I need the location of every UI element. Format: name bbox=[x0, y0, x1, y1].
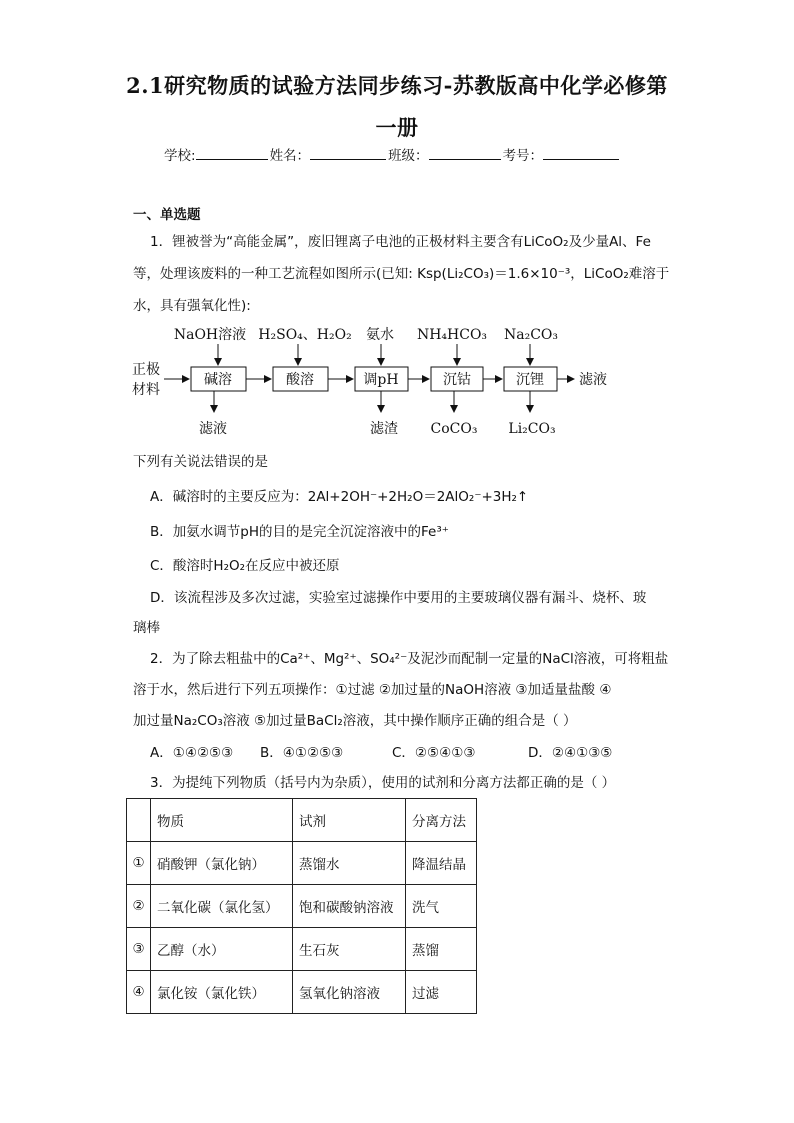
flow-output-4: Li₂CO₃ bbox=[508, 421, 556, 437]
q3-table bbox=[126, 798, 477, 1014]
q2-line2: 溶于水，然后进行下列五项操作：①过滤 ②加过量的NaOH溶液 ③加适量盐酸 ④ bbox=[133, 682, 612, 698]
table-cell: 硝酸钾（氯化钠） bbox=[151, 842, 293, 885]
name-label: 姓名： bbox=[269, 148, 311, 164]
name-blank[interactable] bbox=[310, 145, 386, 160]
flow-input-1: 正极 bbox=[132, 362, 160, 378]
flow-step-1: 碱溶 bbox=[204, 372, 232, 388]
table-cell: 降温结晶 bbox=[406, 842, 477, 885]
table-cell: ③ bbox=[127, 928, 151, 971]
flow-step-2: 酸溶 bbox=[286, 372, 314, 388]
number-blank[interactable] bbox=[543, 145, 619, 160]
table-cell: 蒸馏水 bbox=[293, 842, 406, 885]
school-blank[interactable] bbox=[196, 145, 268, 160]
table-header-cell bbox=[127, 799, 151, 842]
q1-option-d-line2: 璃棒 bbox=[133, 620, 160, 636]
flow-final: 滤液 bbox=[579, 372, 607, 388]
flow-output-2: 滤渣 bbox=[370, 421, 398, 437]
flow-reagent-1: NaOH溶液 bbox=[173, 327, 247, 343]
table-cell: 乙醇（水） bbox=[151, 928, 293, 971]
flow-step-5: 沉锂 bbox=[516, 372, 544, 388]
q2-line3: 加过量Na₂CO₃溶液 ⑤加过量BaCl₂溶液，其中操作顺序正确的组合是（ ） bbox=[133, 713, 577, 729]
table-row bbox=[127, 885, 477, 928]
student-info bbox=[164, 144, 621, 164]
table-cell: 氯化铵（氯化铁） bbox=[151, 971, 293, 1014]
table-cell: 蒸馏 bbox=[406, 928, 477, 971]
table-cell: ④ bbox=[127, 971, 151, 1014]
q2-option-a: A．①④②⑤③ bbox=[150, 745, 234, 761]
q1-option-a: A．碱溶时的主要反应为：2Al+2OH⁻+2H₂O＝2AlO₂⁻+3H₂↑ bbox=[150, 489, 529, 505]
flow-reagent-3: 氨水 bbox=[366, 327, 394, 343]
table-header-cell: 试剂 bbox=[293, 799, 406, 842]
table-cell: 过滤 bbox=[406, 971, 477, 1014]
q1-option-b: B．加氨水调节pH的目的是完全沉淀溶液中的Fe³⁺ bbox=[150, 524, 449, 540]
q2-options bbox=[150, 743, 612, 763]
class-label: 班级： bbox=[388, 148, 429, 164]
table-cell: 饱和碳酸钠溶液 bbox=[293, 885, 406, 928]
flow-input-2: 材料 bbox=[132, 382, 160, 398]
q2-line1: 2．为了除去粗盐中的Ca²⁺、Mg²⁺、SO₄²⁻及泥沙而配制一定量的NaCl溶液，可将粗盐 bbox=[150, 651, 669, 667]
table-cell: 洗气 bbox=[406, 885, 477, 928]
flow-step-3: 调pH bbox=[363, 372, 399, 388]
table-row bbox=[127, 971, 477, 1014]
table-row bbox=[127, 842, 477, 885]
page-title-line2: 一册 bbox=[375, 115, 419, 140]
section-heading: 一、单选题 bbox=[133, 207, 201, 223]
q3-stem: 3．为提纯下列物质（括号内为杂质），使用的试剂和分离方法都正确的是（ ） bbox=[150, 775, 616, 791]
q2-option-c: C．②⑤④①③ bbox=[392, 745, 476, 761]
page-title-line1: 2.1研究物质的试验方法同步练习-苏教版高中化学必修第 bbox=[126, 73, 668, 98]
flow-reagent-5: Na₂CO₃ bbox=[503, 327, 559, 343]
table-cell: 二氧化碳（氯化氢） bbox=[151, 885, 293, 928]
q2-option-d: D．②④①③⑤ bbox=[528, 745, 613, 761]
q1-line1: 1．锂被誉为“高能金属”，废旧锂离子电池的正极材料主要含有LiCoO₂及少量Al、Fe bbox=[150, 234, 651, 250]
table-cell: 氢氧化钠溶液 bbox=[293, 971, 406, 1014]
table-cell: 生石灰 bbox=[293, 928, 406, 971]
flow-output-3: CoCO₃ bbox=[430, 421, 478, 437]
table-header-row bbox=[127, 799, 477, 842]
q1-stem: 下列有关说法错误的是 bbox=[133, 454, 268, 470]
q2-option-b: B．④①②⑤③ bbox=[260, 745, 344, 761]
q1-option-d-line1: D．该流程涉及多次过滤，实验室过滤操作中要用的主要玻璃仪器有漏斗、烧杯、玻 bbox=[150, 590, 647, 606]
flow-reagent-2: H₂SO₄、H₂O₂ bbox=[258, 327, 352, 343]
q1-line2: 等，处理该废料的一种工艺流程如图所示(已知: Ksp(Li₂CO₃)＝1.6×10⁻³，LiCoO₂难溶于 bbox=[133, 266, 670, 282]
q1-option-c: C．酸溶时H₂O₂在反应中被还原 bbox=[150, 558, 340, 574]
flow-reagent-4: NH₄HCO₃ bbox=[416, 327, 488, 343]
process-flow-diagram bbox=[132, 322, 622, 442]
flow-output-1: 滤液 bbox=[199, 421, 227, 437]
class-blank[interactable] bbox=[429, 145, 501, 160]
q1-line3: 水，具有强氧化性): bbox=[133, 298, 251, 314]
flow-step-4: 沉钴 bbox=[443, 372, 471, 388]
table-cell: ① bbox=[127, 842, 151, 885]
number-label: 考号： bbox=[502, 148, 544, 164]
table-header-cell: 分离方法 bbox=[406, 799, 477, 842]
table-row bbox=[127, 928, 477, 971]
table-header-cell: 物质 bbox=[151, 799, 293, 842]
table-cell: ② bbox=[127, 885, 151, 928]
school-label: 学校: bbox=[164, 148, 196, 164]
